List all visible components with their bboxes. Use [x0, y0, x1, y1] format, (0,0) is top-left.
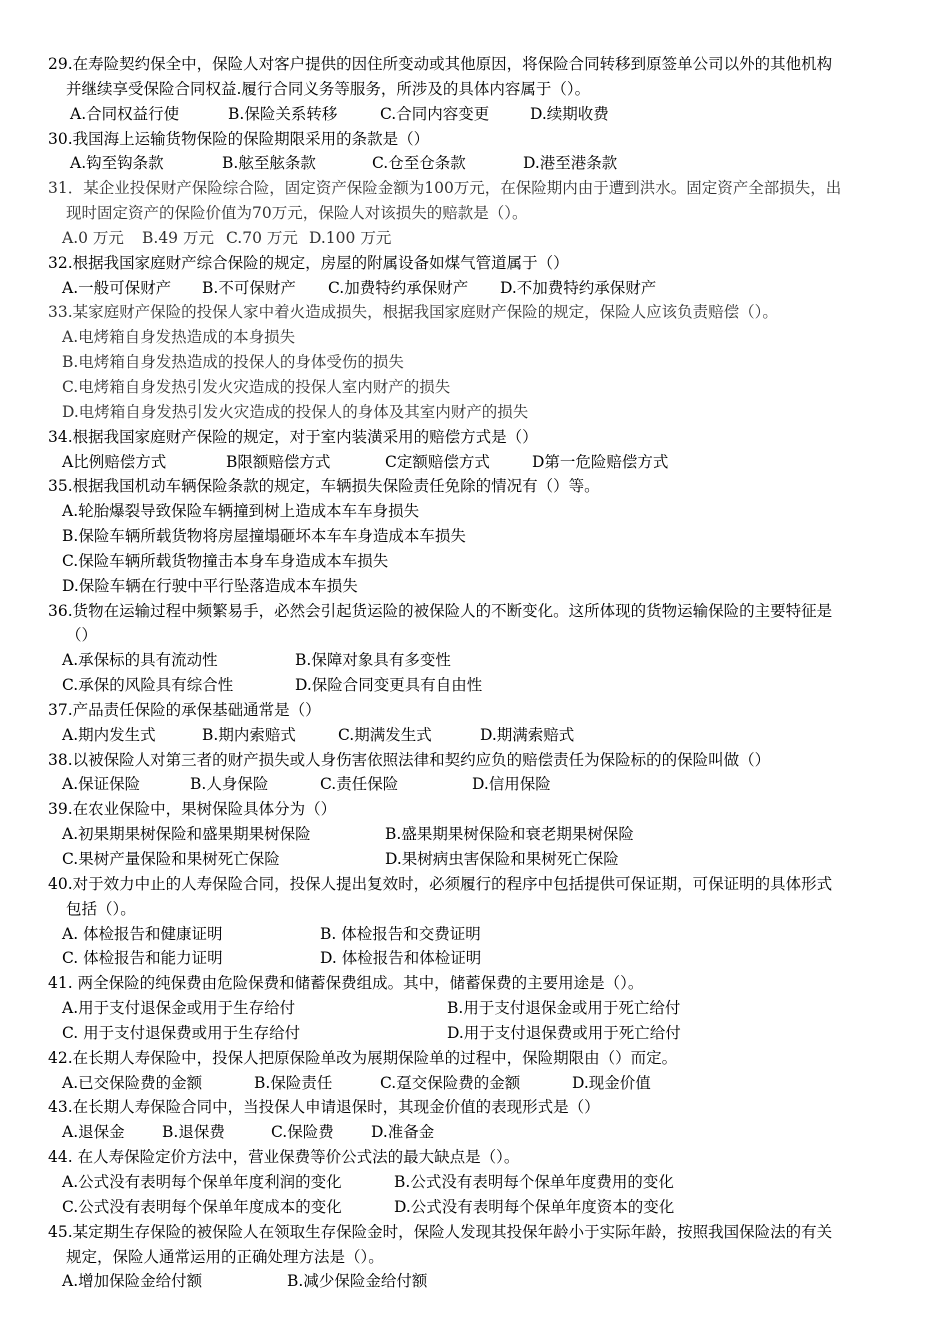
option-row — [0, 1195, 950, 1220]
line-text: 31．某企业投保财产保险综合险，固定资产保险金额为100万元，在保险期内由于遭到洪水。固定资产全部损失，出 — [48, 179, 842, 198]
answer-option: C.趸交保险费的金额 — [380, 1073, 521, 1092]
line-text: 38.以被保险人对第三者的财产损失或人身伤害依照法律和契约应负的赔偿责任为保险标的的保险叫做（） — [48, 750, 771, 769]
line-text: 30.我国海上运输货物保险的保险期限采用的条款是（） — [48, 129, 430, 148]
question-text — [0, 1145, 950, 1170]
answer-option: C.加费特约承保财产 — [328, 278, 469, 297]
line-text: 32.根据我国家庭财产综合保险的规定，房屋的附属设备如煤气管道属于（） — [48, 253, 569, 272]
answer-option: C.合同内容变更 — [380, 104, 490, 123]
answer-option: C定额赔偿方式 — [385, 452, 490, 471]
question-text — [0, 300, 950, 325]
line-text: 42.在长期人寿保险中，投保人把原保险单改为展期保险单的过程中，保险期限由（）而定。 — [48, 1048, 678, 1067]
answer-option: C. 用于支付退保费或用于生存给付 — [62, 1023, 301, 1042]
answer-option: A比例赔偿方式 — [62, 452, 167, 471]
question-continuation — [0, 1245, 950, 1270]
answer-option: D.续期收费 — [530, 104, 609, 123]
answer-option: D.港至港条款 — [523, 154, 618, 173]
answer-option — [0, 499, 950, 524]
answer-option — [0, 375, 950, 400]
line-text: 29.在寿险契约保全中，保险人对客户提供的因住所变动或其他原因，将保险合同转移到原签单公司以外的其他机构 — [48, 55, 833, 73]
question-text — [0, 971, 950, 996]
answer-option — [0, 524, 950, 549]
answer-option: C.保险费 — [271, 1123, 334, 1142]
answer-option: A.钩至钩条款 — [70, 154, 164, 173]
option-row — [0, 922, 950, 947]
answer-option: A.初果期果树保险和盛果期果树保险 — [62, 825, 311, 844]
answer-option: A.一般可保财产 — [62, 278, 172, 297]
line-text: 37.产品责任保险的承保基础通常是（） — [48, 700, 321, 719]
question-text — [0, 1220, 950, 1245]
line-text: 39.在农业保险中，果树保险具体分为（） — [48, 800, 337, 819]
answer-option: D.现金价值 — [572, 1073, 651, 1092]
answer-option: D.期满索赔式 — [480, 725, 575, 744]
question-text — [0, 748, 950, 773]
option-row — [0, 276, 950, 301]
answer-option: D.准备金 — [371, 1123, 435, 1142]
answer-option: B限额赔偿方式 — [226, 452, 331, 471]
answer-option: B.用于支付退保金或用于死亡给付 — [447, 999, 681, 1018]
option-row — [0, 673, 950, 698]
answer-option: C.仓至仓条款 — [372, 154, 466, 173]
answer-option: D.用于支付退保费或用于死亡给付 — [447, 1023, 681, 1042]
answer-option — [0, 574, 950, 599]
answer-option: C.70 万元 — [226, 228, 298, 247]
answer-option: C.承保的风险具有综合性 — [62, 676, 234, 695]
answer-option: A.合同权益行使 — [70, 104, 180, 123]
exam-document — [0, 52, 950, 1294]
line-text: A.电烤箱自身发热造成的本身损失 — [62, 328, 296, 347]
answer-option: B.人身保险 — [190, 775, 269, 794]
option-row — [0, 151, 950, 176]
line-text: C.电烤箱自身发热引发火灾造成的投保人室内财产的损失 — [62, 377, 451, 396]
answer-option: C.公式没有表明每个保单年度成本的变化 — [62, 1197, 342, 1216]
answer-option: D.公式没有表明每个保单年度资本的变化 — [394, 1197, 675, 1216]
option-row — [0, 772, 950, 797]
answer-option: D.不加费特约承保财产 — [500, 278, 657, 297]
question-text — [0, 698, 950, 723]
answer-option: A.退保金 — [62, 1123, 125, 1142]
option-row — [0, 226, 950, 251]
option-row — [0, 822, 950, 847]
option-row — [0, 450, 950, 475]
question-text — [0, 425, 950, 450]
answer-option: B.退保费 — [162, 1123, 225, 1142]
answer-option: B.保险关系转移 — [228, 104, 338, 123]
answer-option: D.100 万元 — [309, 228, 392, 247]
answer-option: B.期内索赔式 — [202, 725, 296, 744]
option-row — [0, 1071, 950, 1096]
line-text: 规定，保险人通常运用的正确处理方法是（）。 — [66, 1247, 384, 1266]
line-text: 36.货物在运输过程中频繁易手，必然会引起货运险的被保险人的不断变化。这所体现的货物运输保险的主要特征是 — [48, 601, 833, 620]
answer-option: D.果树病虫害保险和果树死亡保险 — [385, 850, 619, 868]
answer-option: A. 体检报告和健康证明 — [62, 924, 223, 943]
line-text: A.轮胎爆裂导致保险车辆撞到树上造成本车车身损失 — [62, 502, 420, 521]
line-text: 33.某家庭财产保险的投保人家中着火造成损失，根据我国家庭财产保险的规定，保险人应该负责赔偿（）。 — [48, 303, 778, 322]
line-text: D.保险车辆在行驶中平行坠落造成本车损失 — [62, 576, 358, 595]
answer-option: A.增加保险金给付额 — [62, 1272, 203, 1291]
answer-option: B.不可保财产 — [202, 278, 296, 297]
question-text — [0, 474, 950, 499]
line-text: 34.根据我国家庭财产保险的规定，对于室内装潢采用的赔偿方式是（） — [48, 427, 538, 446]
answer-option: C.果树产量保险和果树死亡保险 — [62, 850, 280, 868]
line-text: 40.对于效力中止的人寿保险合同，投保人提出复效时，必须履行的程序中包括提供可保证期，可保证明的具体形式 — [48, 874, 833, 893]
answer-option: B. 体检报告和交费证明 — [320, 924, 481, 943]
option-row — [0, 1021, 950, 1046]
answer-option: A.用于支付退保金或用于生存给付 — [62, 999, 296, 1018]
question-text — [0, 251, 950, 276]
question-text — [0, 797, 950, 822]
option-row — [0, 1170, 950, 1195]
line-text: 44. 在人寿保险定价方法中，营业保费等价公式法的最大缺点是（）。 — [48, 1148, 520, 1167]
line-text: D.电烤箱自身发热引发火灾造成的投保人的身体及其室内财产的损失 — [62, 402, 529, 421]
answer-option: A.0 万元 — [62, 228, 124, 247]
question-text — [0, 872, 950, 897]
line-text: B.电烤箱自身发热造成的投保人的身体受伤的损失 — [62, 353, 404, 372]
question-text — [0, 52, 950, 77]
answer-option — [0, 350, 950, 375]
answer-option: C.责任保险 — [320, 775, 399, 794]
answer-option: B.减少保险金给付额 — [287, 1272, 428, 1291]
answer-option — [0, 325, 950, 350]
line-text: 35.根据我国机动车辆保险条款的规定，车辆损失保险责任免除的情况有（）等。 — [48, 477, 600, 496]
answer-option: A.公式没有表明每个保单年度利润的变化 — [62, 1172, 342, 1191]
line-text: C.保险车辆所载货物撞击本身车身造成本车损失 — [62, 551, 389, 570]
option-row — [0, 648, 950, 673]
answer-option — [0, 400, 950, 425]
line-text: 包括（）。 — [66, 899, 136, 918]
answer-option: B.保险责任 — [254, 1073, 333, 1092]
question-continuation — [0, 623, 950, 648]
answer-option: D. 体检报告和体检证明 — [320, 949, 482, 968]
answer-option: B.公式没有表明每个保单年度费用的变化 — [394, 1172, 674, 1191]
option-row — [0, 1120, 950, 1145]
answer-option: B.保障对象具有多变性 — [295, 651, 451, 670]
question-continuation — [0, 77, 950, 102]
answer-option: D.信用保险 — [472, 775, 551, 794]
option-row — [0, 102, 950, 127]
option-row — [0, 723, 950, 748]
question-text — [0, 1095, 950, 1120]
option-row — [0, 1269, 950, 1294]
answer-option: B.舷至舷条款 — [222, 154, 316, 173]
line-text: 45.某定期生存保险的被保险人在领取生存保险金时，保险人发现其投保年龄小于实际年龄，按照我国保险法的有关 — [48, 1222, 833, 1241]
line-text: （） — [66, 626, 98, 645]
answer-option: A.保证保险 — [62, 775, 141, 794]
answer-option: A.承保标的具有流动性 — [62, 651, 218, 670]
answer-option: C. 体检报告和能力证明 — [62, 949, 223, 968]
answer-option: C.期满发生式 — [338, 725, 432, 744]
question-text — [0, 1046, 950, 1071]
answer-option: B.盛果期果树保险和衰老期果树保险 — [385, 825, 634, 844]
question-continuation — [0, 897, 950, 922]
option-row — [0, 847, 950, 872]
answer-option: D.保险合同变更具有自由性 — [295, 676, 483, 695]
line-text: 并继续享受保险合同权益.履行合同义务等服务，所涉及的具体内容属于（）。 — [66, 79, 591, 98]
answer-option — [0, 549, 950, 574]
answer-option: A.已交保险费的金额 — [62, 1073, 203, 1092]
line-text: B.保险车辆所载货物将房屋撞塌砸坏本车车身造成本车损失 — [62, 527, 466, 546]
answer-option: D第一危险赔偿方式 — [532, 452, 669, 471]
option-row — [0, 946, 950, 971]
line-text: 41. 两全保险的纯保费由危险保费和储蓄保费组成。其中，储蓄保费的主要用途是（）。 — [48, 974, 644, 993]
line-text: 43.在长期人寿保险合同中，当投保人申请退保时，其现金价值的表现形式是（） — [48, 1098, 600, 1117]
option-row — [0, 996, 950, 1021]
question-text — [0, 599, 950, 624]
answer-option: A.期内发生式 — [62, 725, 156, 744]
question-continuation — [0, 201, 950, 226]
answer-option: B.49 万元 — [142, 228, 214, 247]
line-text: 现时固定资产的保险价值为70万元，保险人对该损失的赔款是（）。 — [66, 204, 528, 223]
question-text — [0, 176, 950, 201]
question-text — [0, 127, 950, 152]
